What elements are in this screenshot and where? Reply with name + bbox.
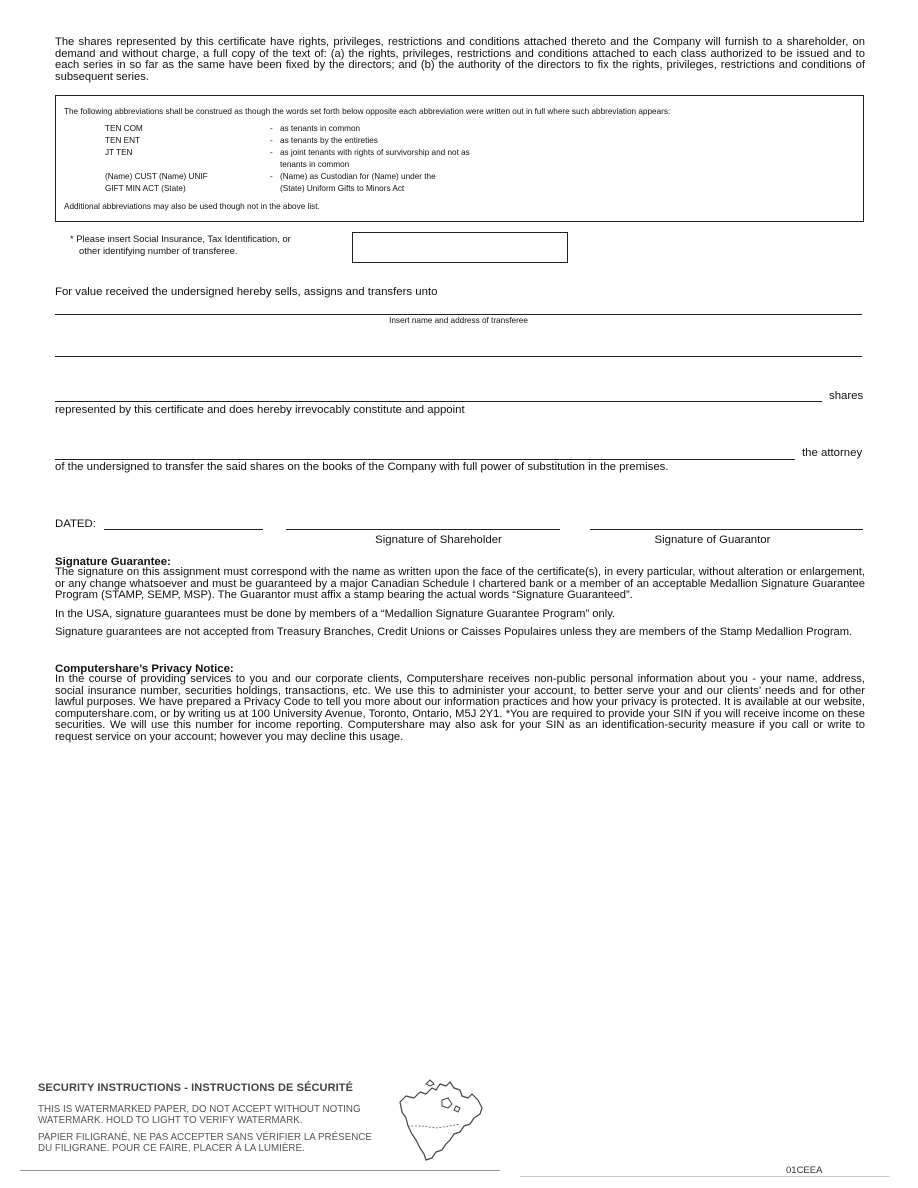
privacy-body: In the course of providing services to you and our corporate clients, Computershare receives non-public personal information about you - your name, address, social insurance number, securities holdings, transactions, etc. We use this to administer your account, to better serve your and our clients’ needs and for other lawful purposes. We have prepared a Privacy Code to tell you more about our information practices and how your privacy is protected. It is available at our website, computershare.com, or by writing us at 100 University Avenue, Toronto, Ontario, M5J 2Y1. *You are required to provide your SIN if you will receive income on these securities. We will use this number for income reporting. Computershare may also ask for your SIN as an identification-security measure if you call or write to request service on your account; however you may decline this usage. (55, 673, 865, 743)
abbr-row-0-meaning: as tenants in common (280, 124, 361, 133)
abbr-row-2-meaning: as joint tenants with rights of survivorship and not as (280, 148, 470, 157)
abbr-row-5-abbr: GIFT MIN ACT (State) (105, 184, 186, 193)
security-fr-line2: DU FILIGRANE. POUR CE FAIRE, PLACER À LA LUMIÈRE. (38, 1143, 305, 1154)
represented-text: represented by this certificate and does hereby irrevocably constitute and appoint (55, 404, 465, 416)
bottom-rule-left (20, 1170, 500, 1171)
sin-note-line1: * Please insert Social Insurance, Tax Identification, or (70, 233, 291, 244)
attorney-line[interactable] (55, 459, 795, 460)
abbr-row-1-meaning: as tenants by the entireties (280, 136, 378, 145)
sin-note-line2: other identifying number of transferee. (79, 245, 238, 256)
abbr-row-4-dash: - (270, 172, 273, 181)
shares-quantity-line[interactable] (55, 401, 822, 402)
abbr-row-4-meaning: (Name) as Custodian for (Name) under the (280, 172, 436, 181)
security-title: SECURITY INSTRUCTIONS - INSTRUCTIONS DE SÉCURITÉ (38, 1082, 354, 1094)
guarantor-signature-line[interactable] (590, 529, 863, 530)
abbr-row-4-abbr: (Name) CUST (Name) UNIF (105, 172, 208, 181)
guarantor-signature-caption: Signature of Guarantor (654, 534, 771, 546)
security-en-line1: THIS IS WATERMARKED PAPER, DO NOT ACCEPT WITHOUT NOTING (38, 1104, 361, 1115)
attorney-label: the attorney (802, 447, 863, 459)
shareholder-signature-caption: Signature of Shareholder (375, 534, 502, 546)
dated-label: DATED: (55, 518, 96, 530)
north-america-map-icon (396, 1078, 488, 1164)
abbr-row-1-abbr: TEN ENT (105, 136, 141, 145)
signature-guarantee-heading: Signature Guarantee: (55, 556, 171, 568)
abbr-row-2-dash: - (270, 148, 273, 157)
shares-label: shares (829, 390, 864, 402)
of-undersigned-text: of the undersigned to transfer the said shares on the books of the Company with full power of substitution in the premises. (55, 461, 669, 473)
sin-input-box[interactable] (352, 232, 568, 263)
abbr-row-0-abbr: TEN COM (105, 124, 143, 133)
value-received-text: For value received the undersigned hereby sells, assigns and transfers unto (55, 286, 438, 298)
abbr-row-5-meaning: (State) Uniform Gifts to Minors Act (280, 184, 405, 193)
abbreviations-footer: Additional abbreviations may also be used though not in the above list. (64, 202, 320, 211)
privacy-heading: Computershare’s Privacy Notice: (55, 663, 234, 675)
abbreviations-header: The following abbreviations shall be construed as though the words set forth below opposite each abbreviation were written out in full where such abbreviation appears: (64, 107, 671, 116)
abbr-row-1-dash: - (270, 136, 273, 145)
shareholder-signature-line[interactable] (286, 529, 560, 530)
signature-guarantee-p2: In the USA, signature guarantees must be done by members of a “Medallion Signature Guarantee Program” only. (55, 608, 616, 620)
signature-guarantee-p1: The signature on this assignment must correspond with the name as written upon the face of the certificate(s), in every particular, without alteration or enlargement, or any change whatsoever and must be guaranteed by a major Canadian Schedule I chartered bank or a member of an acceptable Medallion Signature Guarantee Program (STAMP, SEMP, MSP). The Guarantor must affix a stamp bearing the actual words “Signature Guaranteed”. (55, 566, 865, 602)
transferee-line-1[interactable] (55, 314, 862, 315)
abbr-row-3-meaning: tenants in common (280, 160, 350, 169)
sin-note (70, 233, 340, 257)
security-fr-line1: PAPIER FILIGRANÉ, NE PAS ACCEPTER SANS VÉRIFIER LA PRÉSENCE (38, 1132, 372, 1143)
bottom-rule-right (520, 1176, 890, 1177)
form-code: 01CEEA (786, 1165, 823, 1176)
intro-paragraph: The shares represented by this certificate have rights, privileges, restrictions and conditions attached thereto and the Company will furnish to a shareholder, on demand and without charge, a full copy of the text of: (a) the rights, privileges, restrictions and conditions attached to each class authorized to be issued and to each series in so far as the same have been fixed by the directors; and (b) the authority of the directors to fix the rights, privileges, restrictions and conditions of subsequent series. (55, 36, 865, 83)
abbr-row-2-abbr: JT TEN (105, 148, 133, 157)
abbr-row-0-dash: - (270, 124, 273, 133)
transferee-line-2[interactable] (55, 356, 862, 357)
signature-guarantee-p3: Signature guarantees are not accepted from Treasury Branches, Credit Unions or Caisses Populaires unless they are members of the Stamp Medallion Program. (55, 626, 853, 638)
security-en-line2: WATERMARK. HOLD TO LIGHT TO VERIFY WATERMARK. (38, 1115, 303, 1126)
transferee-caption: Insert name and address of transferee (389, 316, 528, 325)
date-line[interactable] (104, 529, 263, 530)
